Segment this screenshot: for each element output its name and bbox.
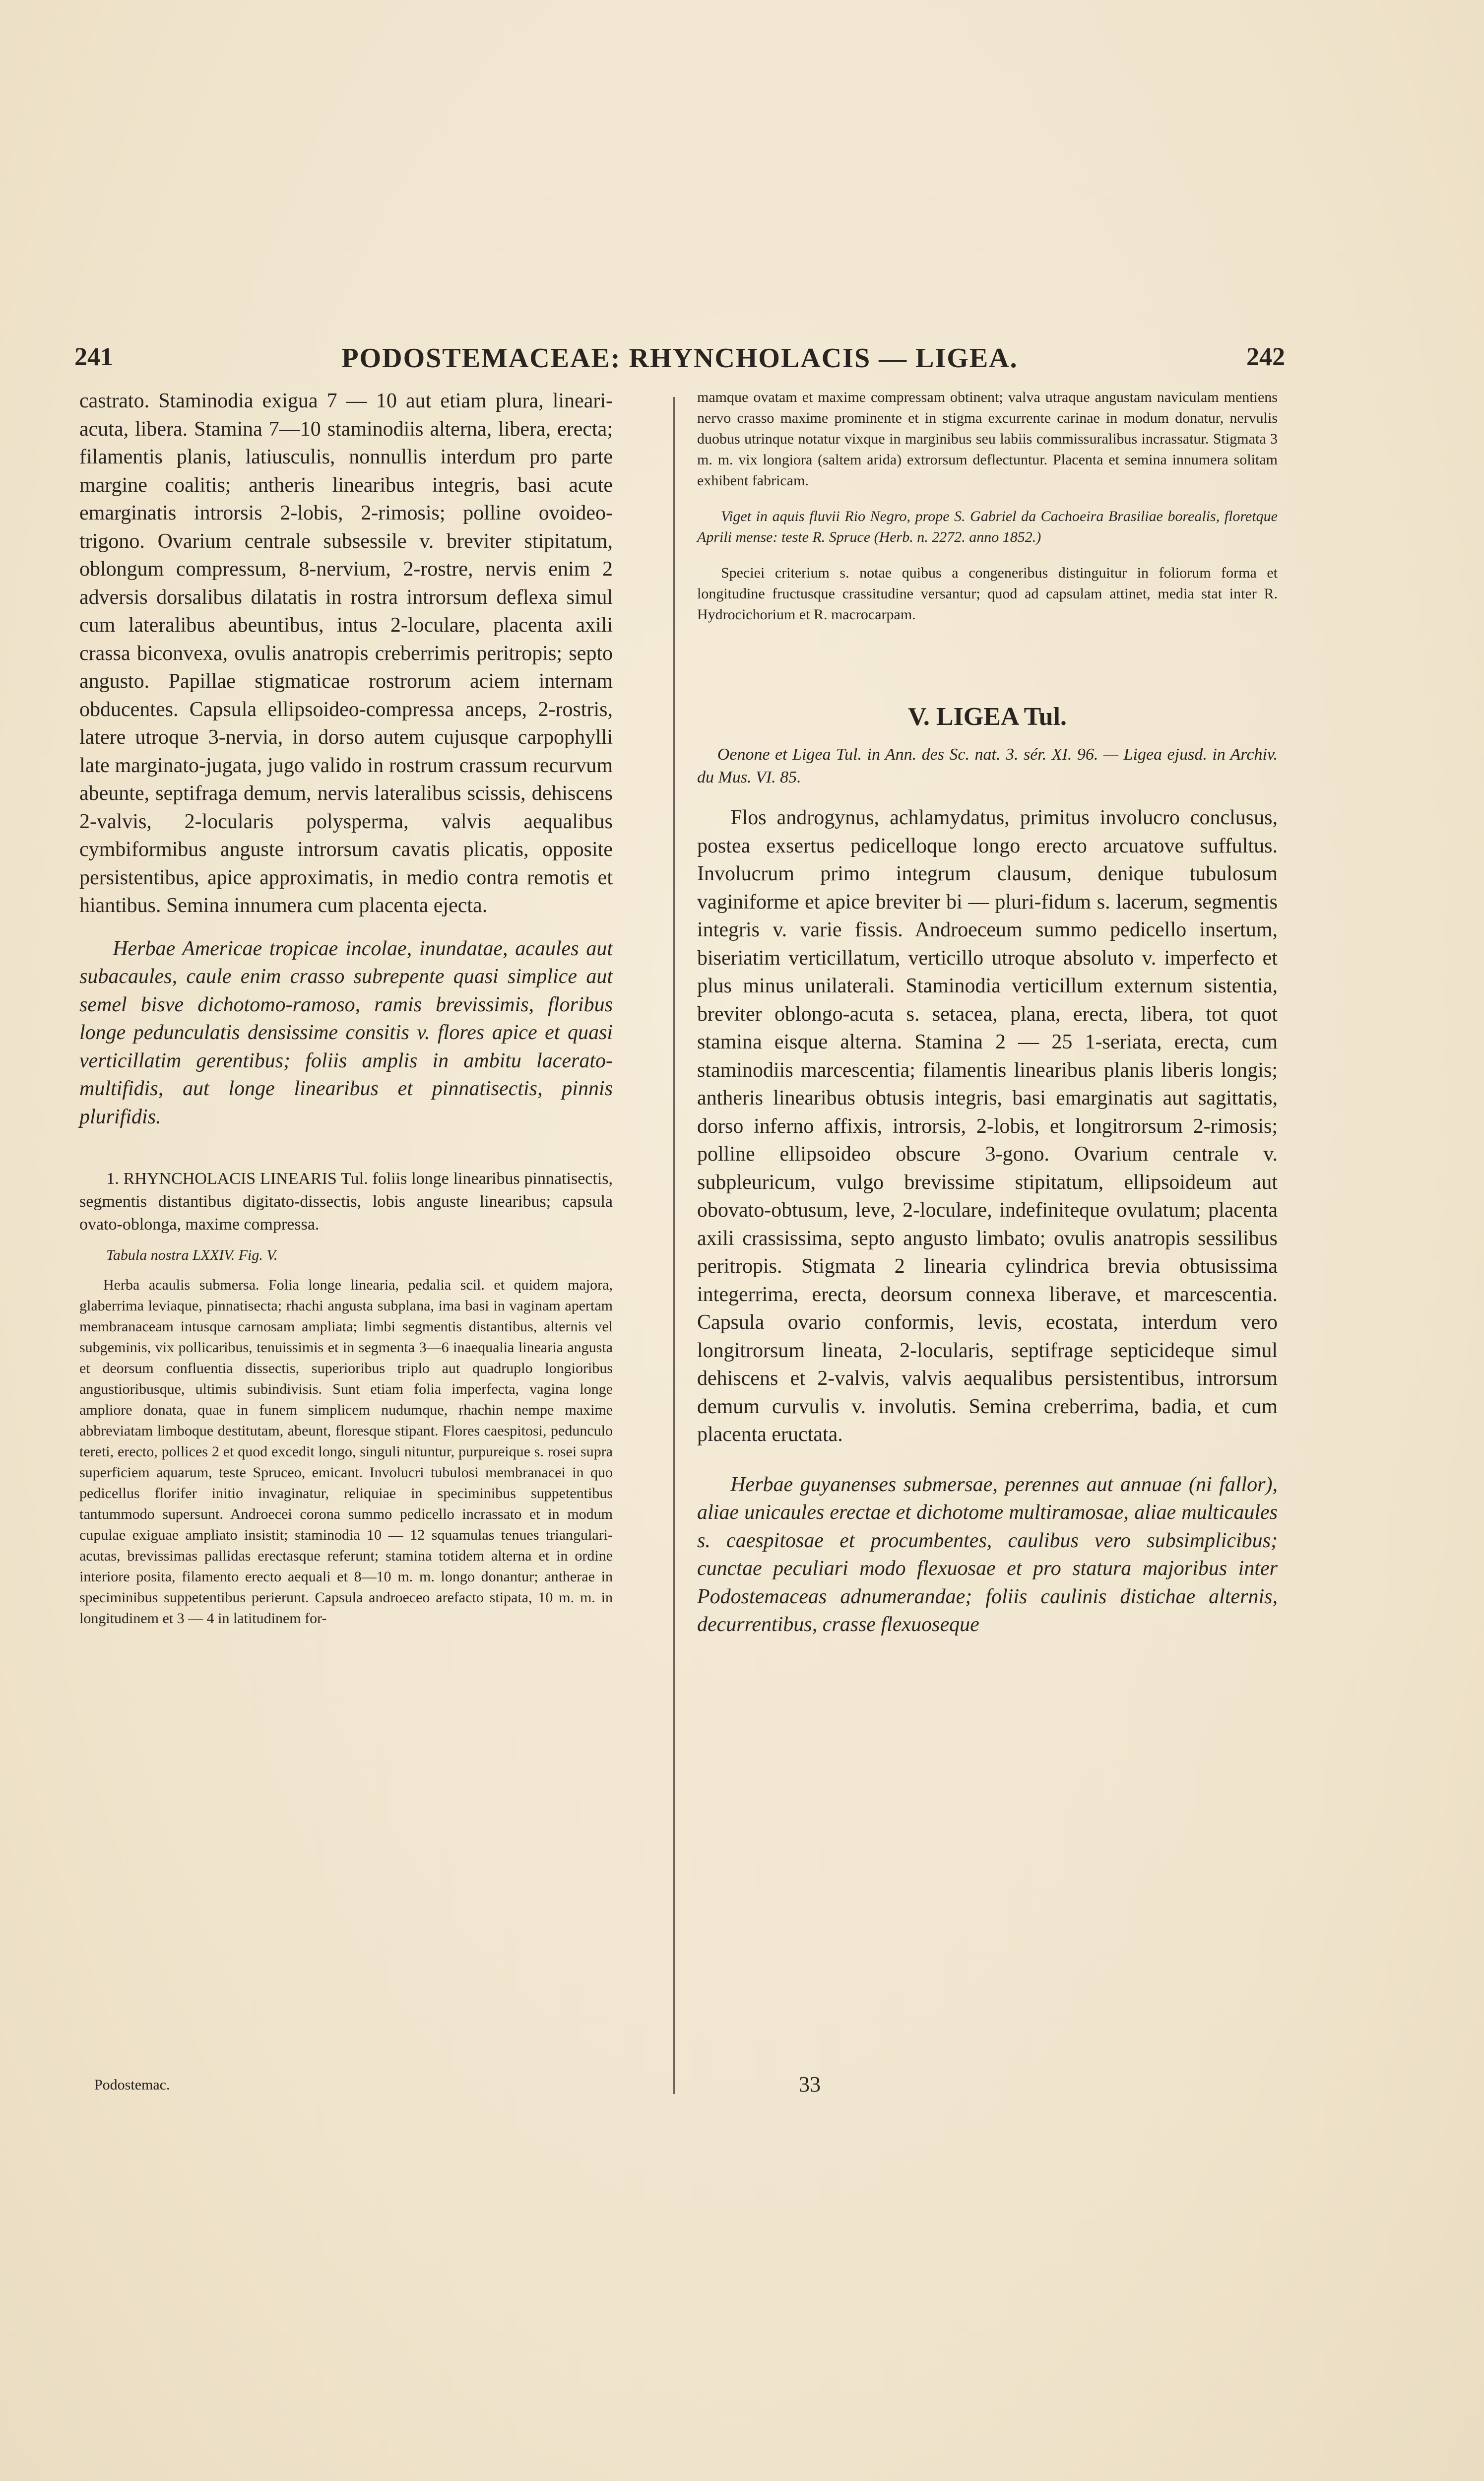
genus-synonymy: Oenone et Ligea Tul. in Ann. des Sc. nat. 3. sér. XI. 96. — Ligea ejusd. in Archiv. du Mus. VI. 85. [697, 745, 1278, 786]
page-header [74, 342, 1285, 377]
species-description: Herba acaulis submersa. Folia longe linearia, pedalia scil. et quidem majora, glaberrima leviaque, pinnatisecta; rhachi angusta subplana, ima basi in vaginam apertam membranaceam intusque carnosam ampliata; limbi segmentis distantibus, alternis vel subgeminis, vix pollicaribus, tenuissimis et in segmenta 3—6 inaequalia linearia angusta et deorsum confluentia dissectis, superioribus triplo aut quadruplo longioribus angustioribusque, ultimis subindivisis. Sunt etiam folia imperfecta, vagina longe ampliore donata, quae in funem simplicem nudumque, rhachin nempe maxime abbreviatam limboque destitutam, abeunt, floresque stipant. Flores caespitosi, pedunculo tereti, erecto, pollices 2 et quod excedit longo, singuli nituntur, purpureique s. rosei supra superficiem aquarum, teste Spruceo, emicant. Involucri tubulosi membranacei in quo pedicellus florifer initio invaginatur, reliquiae in speciminibus suppetentibus tantummodo supersunt. Androecei corona summo pedicello incrassato et in modum cupulae exiguae ampliato insistit; staminodia 10 — 12 squamulas tenues triangulari-acutas, brevissimas pallidas erectasque referunt; stamina totidem alterna et in ordine interiore posita, filamento erecto aequali et 8—10 m. m. longo donantur; antherae in speciminibus suppetentibus perierunt. Capsula androeceo arefacto stipata, 10 m. m. in longitudinem et 3 — 4 in latitudinem for- [79, 1277, 613, 1627]
genus-description-continued: castrato. Staminodia exigua 7 — 10 aut etiam plura, lineari-acuta, libera. Stamina 7—10 staminodiis alterna, libera, erecta; filamentis planis, latiusculis, nonnullis interdum pro parte margine coalitis; antheris linearibus integris, basi acute emarginatis introrsis 2-lobis, 2-rimosis; polline ovoideo-trigono. Ovarium centrale subsessile v. breviter stipitatum, oblongum compressum, 8-nervium, 2-rostre, nervis enim 2 adversis dorsalibus dilatatis in rostra introrsum deflexa simul cum lateralibus abeuntibus, intus 2-loculare, placenta axili crassa biconvexa, ovulis anatropis creberrimis peritropis; septo angusto. Papillae stigmaticae rostrorum aciem internam obducentes. Capsula ellipsoideo-compressa anceps, 2-rostris, latere utroque 3-nervia, in dorso autem cujusque carpophylli late marginato-jugata, jugo valido in rostrum crassum recurvum abeunte, septifraga demum, nervis lateralibus scissis, dehiscens 2-valvis, 2-locularis polysperma, valvis aequalibus cymbiformibus anguste introrsum cavatis plicatis, opposite persistentibus, apice approximatis, in medio contra remotis et hiantibus. Semina innumera cum placenta ejecta. [79, 390, 613, 917]
signature-mark: Podostemac. [94, 2077, 170, 2093]
running-title: PODOSTEMACEAE: RHYNCHOLACIS — LIGEA. [341, 343, 1018, 374]
plate-reference: Tabula nostra LXXIV. Fig. V. [106, 1247, 278, 1263]
page-number-right: 242 [1246, 343, 1285, 371]
species-description-continued: mamque ovatam et maxime compressam obtinent; valva utraque angustam naviculam mentiens nervo crasso maxime prominente et in stigma excurrente carinae in modum donatur, nervulis duobus utrinque notatur vixque in marginibus seu labiis commissuralibus incrassatur. Stigmata 3 m. m. vix longiora (saltem arida) extrorsum deflectuntur. Placenta et semina innumera solitam exhibent fabricam. [697, 389, 1278, 489]
genus-title: V. LIGEA Tul. [908, 703, 1067, 731]
genus-habit-paragraph: Herbae Americae tropicae incolae, inundatae, acaules aut subacaules, caule enim crasso subrepente quasi simplice aut semel bisve dichotomo-ramoso, ramis brevissimis, floribus longe pedunculatis densissime consitis v. flores apice et quasi verticillatim gerentibus; foliis amplis in ambitu lacerato-multifidis, aut longe linearibus et pinnatisectis, pinnis plurifidis. [79, 937, 613, 1128]
column-divider [673, 397, 675, 2094]
left-column [79, 387, 613, 1629]
genus-habit-paragraph-ligea: Herbae guyanenses submersae, perennes aut annuae (ni fallor), aliae unicaules erectae et dichotome multiramosae, aliae multicaules s. caespitosae et procumbentes, caulibus vero subsimplicibus; cunctae peculiari modo flexuosae et pro statura majoribus inter Podostemaceas adnumerandae; foliis caulinis distichae alternis, decurrentibus, crasse flexuoseque [697, 1473, 1278, 1636]
diagnosis-note: Speciei criterium s. notae quibus a congeneribus distinguitur in foliorum forma et longitudine fructusque crassitudine versantur; quod ad capsulam attinet, media stat inter R. Hydrocichorium et R. macrocarpam. [697, 565, 1278, 623]
habitat-note: Viget in aquis fluvii Rio Negro, prope S. Gabriel da Cachoeira Brasiliae borealis, floretque Aprili mense: teste R. Spruce (Herb. n. 2272. anno 1852.) [697, 508, 1278, 545]
page-number-left: 241 [74, 343, 113, 371]
right-column [697, 387, 1278, 1639]
genus-description: Flos androgynus, achlamydatus, primitus involucro conclusus, postea exsertus pedicelloque longo erecto arcuatove suffultus. Involucrum primo integrum clausum, denique tubulosum vaginiforme et apice breviter bi — pluri-fidum s. lacerum, segmentis integris v. varie fissis. Androeceum summo pedicello insertum, biseriatim verticillatum, verticillo utroque absoluto v. imperfecto et plus minus unilaterali. Staminodia verticillum externum sistentia, breviter oblongo-acuta s. setacea, plana, erecta, libera, tot quot stamina eisque alterna. Stamina 2 — 25 1-seriata, erecta, cum staminodiis marcescentia; filamentis linearibus planis liberis longis; antheris linearibus obtusis integris, basi emarginatis aut sagittatis, dorso inferno affixis, introrsis, 2-lobis, et longitrorsum 2-rimosis; polline ellipsoideo obscure 3-gono. Ovarium centrale v. subpleuricum, vulgo brevissime stipitatum, ellipsoideum aut obovato-obtusum, leve, 2-loculare, indefiniteque ovulatum; placenta axili crassissima, septo angusto limbato; ovulis anatropis sessilibus peritropis. Stigmata 2 linearia cylindrica brevia obtusissima integerrima, erecta, deorsum connexa liberave, et marcescentia. Capsula ovario conformis, levis, ecostata, interdum vero longitrorsum lineata, 2-locularis, septifrage septicideque simul dehiscens et 2-valvis, valvis aequalibus persistentibus, introrsum demum curvulis v. involutis. Semina creberrima, badia, et cum placenta eructata. [697, 806, 1278, 1446]
sheet-number: 33 [799, 2072, 821, 2096]
species-heading: 1. RHYNCHOLACIS LINEARIS Tul. foliis longe linearibus pinnatisectis, segmentis distantibus digitato-dissectis, lobis anguste linearibus; capsula ovato-oblonga, maxime compressa. [79, 1170, 613, 1234]
